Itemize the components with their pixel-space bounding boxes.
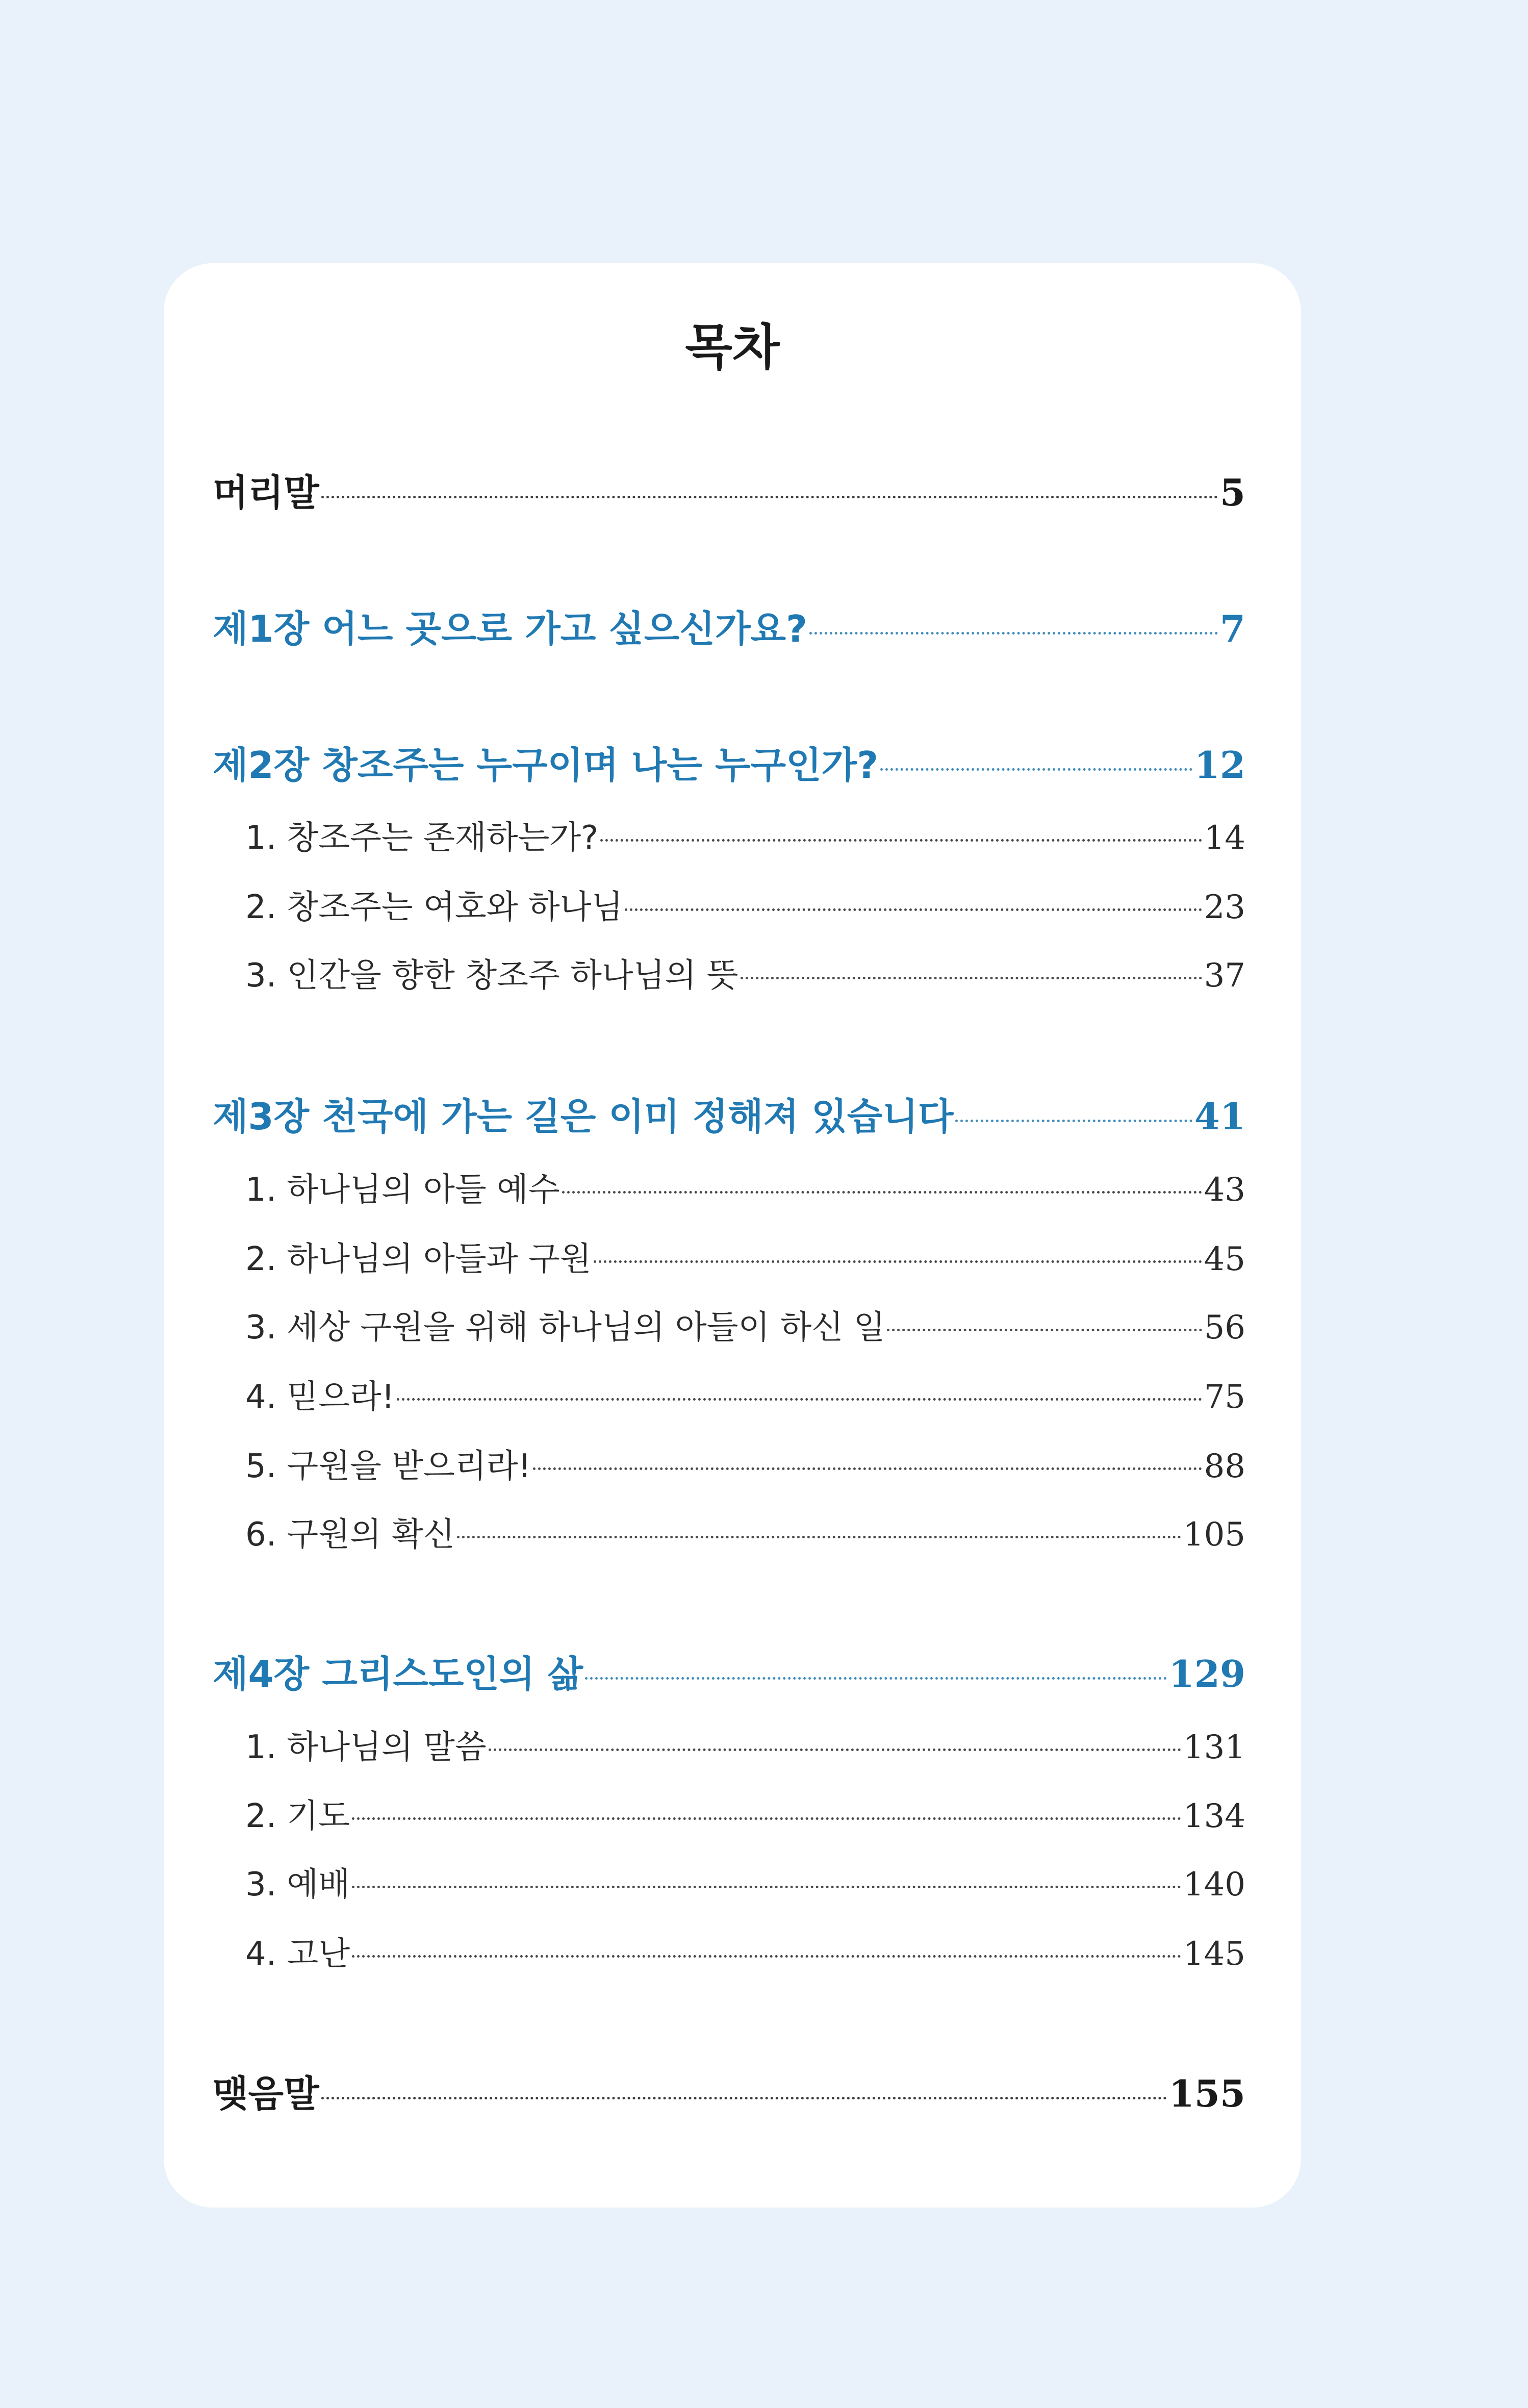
toc-entry-label: 4. 고난 bbox=[245, 1935, 350, 1973]
toc-entry-4-4[interactable] bbox=[213, 1928, 1245, 1974]
dot-leader bbox=[600, 839, 1202, 842]
toc-entry-3-3[interactable] bbox=[213, 1301, 1245, 1348]
toc-card bbox=[164, 263, 1301, 2208]
dot-leader bbox=[489, 1748, 1181, 1751]
dot-leader bbox=[321, 496, 1218, 498]
toc-entry-label: 제2장 창조주는 누구이며 나는 누구인가? bbox=[213, 744, 878, 787]
toc-entry-3-6[interactable] bbox=[213, 1508, 1245, 1555]
dot-leader bbox=[955, 1120, 1192, 1122]
toc-entry-page: 5 bbox=[1219, 471, 1245, 514]
dot-leader bbox=[533, 1467, 1202, 1470]
toc-entry-page: 7 bbox=[1219, 607, 1245, 650]
toc-entry-page: 75 bbox=[1204, 1378, 1245, 1416]
toc-entry-label: 2. 기도 bbox=[245, 1797, 350, 1835]
toc-entry-label: 5. 구원을 받으리라! bbox=[245, 1448, 531, 1485]
dot-leader bbox=[585, 1677, 1167, 1680]
toc-entry-preface[interactable] bbox=[213, 463, 1245, 516]
toc-entry-page: 88 bbox=[1204, 1448, 1245, 1485]
toc-entry-label: 제3장 천국에 가는 길은 이미 정해져 있습니다 bbox=[213, 1095, 954, 1138]
toc-entry-page: 155 bbox=[1168, 2072, 1245, 2115]
toc-entry-label: 3. 세상 구원을 위해 하나님의 아들이 하신 일 bbox=[245, 1309, 885, 1347]
toc-entry-chapter-2[interactable] bbox=[213, 736, 1245, 789]
toc-entry-label: 3. 인간을 향한 창조주 하나님의 뜻 bbox=[245, 957, 738, 995]
toc-entry-label: 제4장 그리스도인의 삶 bbox=[213, 1653, 583, 1695]
toc-entry-label: 1. 하나님의 말씀 bbox=[245, 1729, 487, 1766]
toc-entry-label: 1. 하나님의 아들 예수 bbox=[245, 1171, 560, 1209]
dot-leader bbox=[880, 768, 1192, 771]
toc-entry-chapter-3[interactable] bbox=[213, 1087, 1245, 1140]
toc-entry-2-1[interactable] bbox=[213, 812, 1245, 858]
toc-entry-3-1[interactable] bbox=[213, 1163, 1245, 1210]
toc-entry-3-2[interactable] bbox=[213, 1233, 1245, 1280]
toc-entry-2-2[interactable] bbox=[213, 881, 1245, 928]
toc-entry-page: 145 bbox=[1183, 1935, 1245, 1973]
toc-entry-label: 3. 예배 bbox=[245, 1866, 350, 1904]
toc-entry-label: 제1장 어느 곳으로 가고 싶으신가요? bbox=[213, 607, 807, 650]
dot-leader bbox=[352, 1955, 1181, 1958]
toc-entry-page: 41 bbox=[1194, 1095, 1245, 1138]
toc-entry-2-3[interactable] bbox=[213, 949, 1245, 996]
dot-leader bbox=[321, 2097, 1167, 2099]
toc-entry-page: 56 bbox=[1204, 1309, 1245, 1347]
toc-entry-page: 12 bbox=[1194, 743, 1245, 787]
toc-entry-chapter-1[interactable] bbox=[213, 599, 1245, 652]
dot-leader bbox=[625, 908, 1202, 911]
toc-entry-page: 131 bbox=[1183, 1729, 1245, 1766]
toc-entry-epilogue[interactable] bbox=[213, 2064, 1245, 2117]
dot-leader bbox=[352, 1886, 1181, 1888]
dot-leader bbox=[562, 1191, 1202, 1194]
toc-entry-page: 23 bbox=[1204, 889, 1245, 926]
toc-entry-page: 140 bbox=[1183, 1866, 1245, 1904]
toc-entry-page: 45 bbox=[1204, 1240, 1245, 1278]
toc-entry-label: 6. 구원의 확신 bbox=[245, 1516, 455, 1554]
toc-entry-4-3[interactable] bbox=[213, 1858, 1245, 1905]
toc-entry-page: 14 bbox=[1204, 819, 1245, 857]
dot-leader bbox=[887, 1329, 1202, 1331]
dot-leader bbox=[457, 1536, 1181, 1538]
toc-entry-3-5[interactable] bbox=[213, 1440, 1245, 1487]
toc-entry-3-4[interactable] bbox=[213, 1371, 1245, 1417]
toc-entry-label: 2. 하나님의 아들과 구원 bbox=[245, 1240, 592, 1278]
toc-entry-4-1[interactable] bbox=[213, 1721, 1245, 1768]
toc-entry-label: 맺음말 bbox=[213, 2072, 319, 2115]
dot-leader bbox=[397, 1398, 1202, 1401]
toc-entry-page: 37 bbox=[1204, 957, 1245, 995]
dot-leader bbox=[594, 1260, 1202, 1263]
toc-entry-label: 머리말 bbox=[213, 471, 319, 514]
dot-leader bbox=[352, 1817, 1181, 1820]
toc-entry-chapter-4[interactable] bbox=[213, 1644, 1245, 1697]
toc-entry-page: 43 bbox=[1204, 1171, 1245, 1209]
toc-entry-page: 105 bbox=[1183, 1516, 1245, 1554]
dot-leader bbox=[741, 977, 1202, 979]
page-title: 목차 bbox=[685, 319, 780, 376]
dot-leader bbox=[809, 632, 1218, 635]
toc-entry-label: 1. 창조주는 존재하는가? bbox=[245, 819, 599, 857]
toc-entry-page: 134 bbox=[1183, 1797, 1245, 1835]
toc-entry-label: 4. 믿으라! bbox=[245, 1378, 395, 1416]
toc-entry-page: 129 bbox=[1168, 1652, 1245, 1695]
toc-entry-4-2[interactable] bbox=[213, 1790, 1245, 1837]
toc-entry-label: 2. 창조주는 여호와 하나님 bbox=[245, 889, 623, 926]
